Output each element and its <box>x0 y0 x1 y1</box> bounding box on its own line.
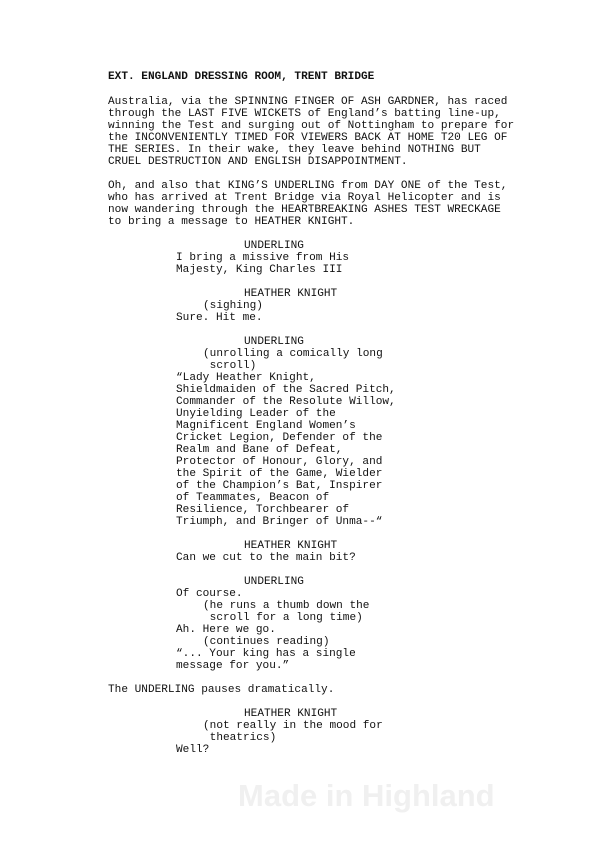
parenthetical: (unrolling a comically long <box>203 348 383 360</box>
dialogue-line: Sure. Hit me. <box>176 312 263 324</box>
action-line: the INCONVENIENTLY TIMED FOR VIEWERS BACK AT HOME T20 LEG OF <box>108 132 508 144</box>
action-line: The UNDERLING pauses dramatically. <box>108 684 335 696</box>
action-line: through the LAST FIVE WICKETS of England’s batting line-up, <box>108 108 501 120</box>
dialogue-line: Realm and Bane of Defeat, <box>176 444 343 456</box>
action-line: now wandering through the HEARTBREAKING ASHES TEST WRECKAGE <box>108 204 501 216</box>
parenthetical: theatrics) <box>203 732 277 744</box>
action-line: to bring a message to HEATHER KNIGHT. <box>108 216 355 228</box>
dialogue-line: the Spirit of the Game, Wielder <box>176 468 383 480</box>
action-line: Oh, and also that KING’S UNDERLING from DAY ONE of the Test, <box>108 180 508 192</box>
dialogue-line: I bring a missive from His <box>176 252 350 264</box>
dialogue-line: Protector of Honour, Glory, and <box>176 456 383 468</box>
action-line: winning the Test and surging out of Nottingham to prepare for <box>108 120 515 132</box>
dialogue-line: Triumph, and Bringer of Unma--“ <box>176 516 383 528</box>
parenthetical: (not really in the mood for <box>203 720 383 732</box>
action-line: THE SERIES. In their wake, they leave behind NOTHING BUT <box>108 144 481 156</box>
character-name: UNDERLING <box>244 336 304 348</box>
dialogue-line: message for you.” <box>176 660 290 672</box>
action-line: Australia, via the SPINNING FINGER OF ASH GARDNER, has raced <box>108 96 508 108</box>
character-name: HEATHER KNIGHT <box>244 288 338 300</box>
dialogue-line: Well? <box>176 744 210 756</box>
dialogue-line: Resilience, Torchbearer of <box>176 504 350 516</box>
scene-heading: EXT. ENGLAND DRESSING ROOM, TRENT BRIDGE <box>108 71 375 83</box>
character-name: HEATHER KNIGHT <box>244 540 338 552</box>
dialogue-line: Unyielding Leader of the <box>176 408 336 420</box>
parenthetical: (he runs a thumb down the <box>203 600 370 612</box>
parenthetical: scroll) <box>203 360 257 372</box>
dialogue-line: Of course. <box>176 588 243 600</box>
parenthetical: (continues reading) <box>203 636 330 648</box>
dialogue-line: Can we cut to the main bit? <box>176 552 356 564</box>
dialogue-line: Shieldmaiden of the Sacred Pitch, <box>176 384 396 396</box>
character-name: UNDERLING <box>244 240 304 252</box>
dialogue-line: of the Champion’s Bat, Inspirer <box>176 480 383 492</box>
action-line: CRUEL DESTRUCTION AND ENGLISH DISAPPOINTMENT. <box>108 156 408 168</box>
action-line: who has arrived at Trent Bridge via Royal Helicopter and is <box>108 192 501 204</box>
character-name: UNDERLING <box>244 576 304 588</box>
dialogue-line: Majesty, King Charles III <box>176 264 343 276</box>
watermark: Made in Highland <box>238 778 495 813</box>
parenthetical: (sighing) <box>203 300 263 312</box>
dialogue-line: “Lady Heather Knight, <box>176 372 316 384</box>
dialogue-line: “... Your king has a single <box>176 648 356 660</box>
parenthetical: scroll for a long time) <box>203 612 363 624</box>
character-name: HEATHER KNIGHT <box>244 708 338 720</box>
dialogue-line: Ah. Here we go. <box>176 624 276 636</box>
dialogue-line: Commander of the Resolute Willow, <box>176 396 396 408</box>
dialogue-line: Magnificent England Women’s <box>176 420 356 432</box>
dialogue-line: of Teammates, Beacon of <box>176 492 330 504</box>
dialogue-line: Cricket Legion, Defender of the <box>176 432 383 444</box>
